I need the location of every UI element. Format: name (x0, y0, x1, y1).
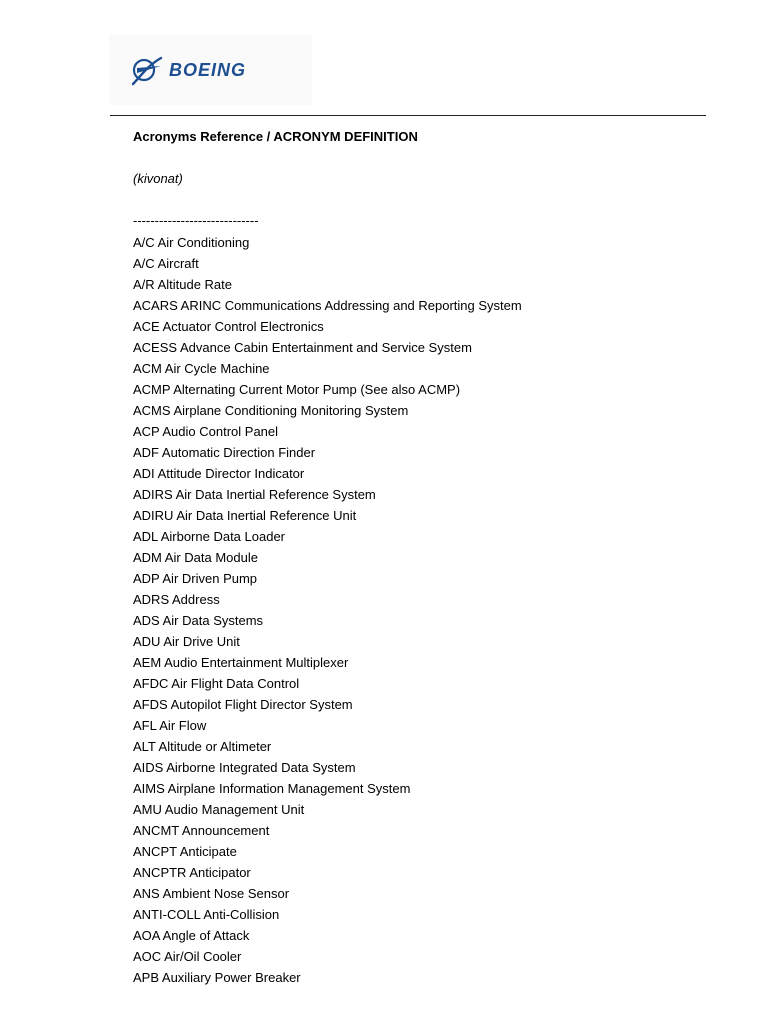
acronym-entry: ACM Air Cycle Machine (133, 361, 270, 376)
acronym-entry: APB Auxiliary Power Breaker (133, 970, 301, 985)
acronym-entry: ANCMT Announcement (133, 823, 270, 838)
acronym-entry: AFL Air Flow (133, 718, 207, 733)
acronym-entry: ADS Air Data Systems (133, 613, 264, 628)
acronym-entry: ADIRS Air Data Inertial Reference System (133, 487, 376, 502)
acronym-entry: ANCPTR Anticipator (133, 865, 251, 880)
header-divider (110, 115, 706, 116)
acronym-entry: ACARS ARINC Communications Addressing and Reporting System (133, 298, 522, 313)
acronym-entry: A/C Air Conditioning (133, 235, 250, 250)
acronym-entry: ADI Attitude Director Indicator (133, 466, 305, 481)
acronym-entry: ADRS Address (133, 592, 220, 607)
acronym-entry: ANTI-COLL Anti-Collision (133, 907, 280, 922)
acronym-entry: ADP Air Driven Pump (133, 571, 258, 586)
acronym-entry: ACMP Alternating Current Motor Pump (See also ACMP) (133, 382, 461, 397)
acronym-entry: ANCPT Anticipate (133, 844, 237, 859)
acronym-entry: AOA Angle of Attack (133, 928, 250, 943)
acronym-entry: AIMS Airplane Information Management System (133, 781, 411, 796)
acronym-entry: AOC Air/Oil Cooler (133, 949, 242, 964)
acronym-entry: AEM Audio Entertainment Multiplexer (133, 655, 349, 670)
boeing-wordmark: BOEING (169, 60, 247, 80)
boeing-symbol-icon (133, 58, 161, 84)
acronym-entry: AFDS Autopilot Flight Director System (133, 697, 353, 712)
acronym-entry: ADIRU Air Data Inertial Reference Unit (133, 508, 357, 523)
acronym-entry: ACP Audio Control Panel (133, 424, 279, 439)
acronym-entry: AMU Audio Management Unit (133, 802, 305, 817)
acronym-entry: ADF Automatic Direction Finder (133, 445, 316, 460)
acronym-entry: ADM Air Data Module (133, 550, 258, 565)
acronym-entry: ACE Actuator Control Electronics (133, 319, 324, 334)
acronym-entry: ACMS Airplane Conditioning Monitoring System (133, 403, 409, 418)
acronym-list (133, 233, 522, 989)
boeing-logo-svg (131, 54, 291, 88)
acronym-entry: ADU Air Drive Unit (133, 634, 240, 649)
acronym-entry: A/C Aircraft (133, 256, 199, 271)
document-title: Acronyms Reference / ACRONYM DEFINITION (133, 129, 418, 144)
boeing-logo (109, 35, 312, 105)
document-subtitle: (kivonat) (133, 171, 183, 186)
acronym-entry: AIDS Airborne Integrated Data System (133, 760, 356, 775)
acronym-entry: ALT Altitude or Altimeter (133, 739, 272, 754)
dashed-separator: ----------------------------- (133, 213, 259, 228)
acronym-entry: A/R Altitude Rate (133, 277, 232, 292)
acronym-entry: ADL Airborne Data Loader (133, 529, 286, 544)
acronym-entry: AFDC Air Flight Data Control (133, 676, 300, 691)
acronym-entry: ANS Ambient Nose Sensor (133, 886, 290, 901)
acronym-entry: ACESS Advance Cabin Entertainment and Service System (133, 340, 472, 355)
